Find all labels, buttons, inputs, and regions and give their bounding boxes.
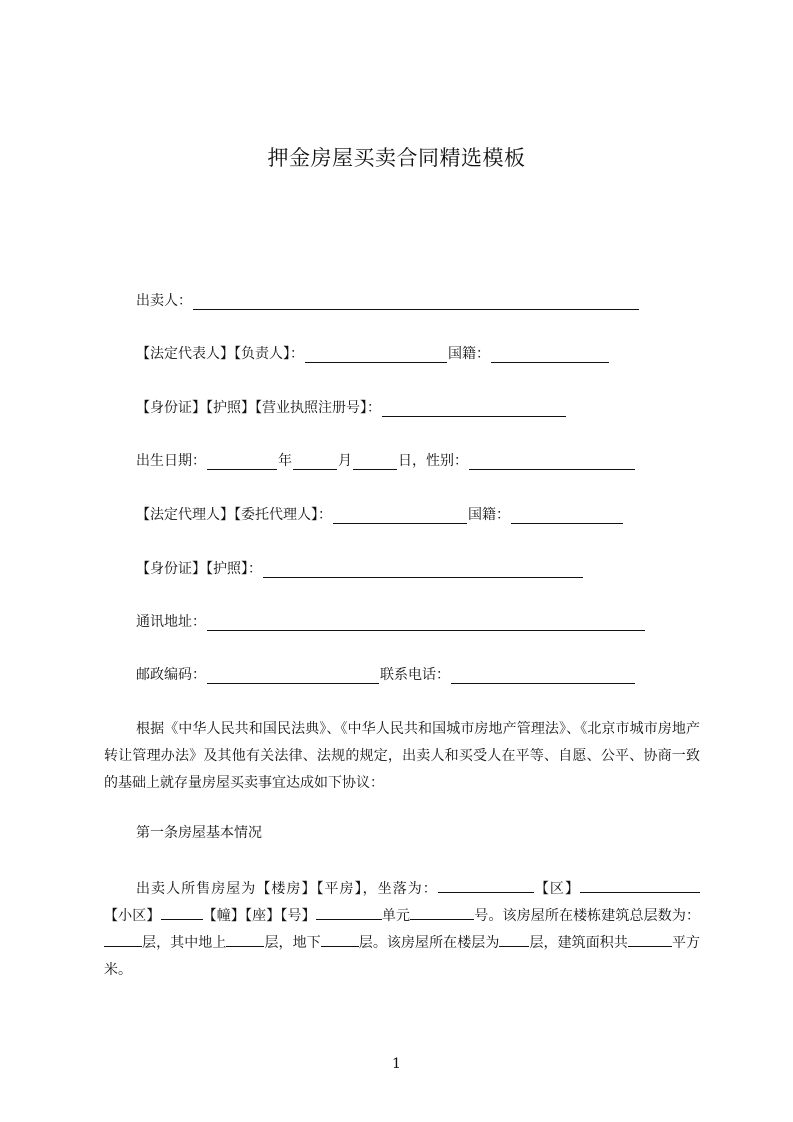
- building-number-blank[interactable]: [316, 905, 382, 920]
- year-label: 年: [278, 453, 292, 469]
- id-doc2-blank[interactable]: [263, 562, 583, 578]
- address-blank[interactable]: [207, 615, 645, 631]
- nationality-label: 国籍：: [448, 346, 490, 362]
- birth-date-label: 出生日期：: [136, 453, 206, 469]
- seller-line: [136, 290, 640, 310]
- article1-text-2: 【区】: [533, 881, 581, 897]
- phone-blank[interactable]: [451, 668, 635, 684]
- nationality2-blank[interactable]: [511, 508, 623, 524]
- id-doc2-label: 【身份证】【护照】：: [136, 561, 262, 577]
- preamble-paragraph: 根据《中华人民共和国民法典》、《中华人民共和国城市房地产管理法》、《北京市城市房地产转让管理办法》及其他有关法律、法规的规定，出卖人和买受人在平等、自愿、公平、协商一致的基础上就存量房屋买卖事宜达成如下协议：: [104, 721, 700, 791]
- page-number: 1: [392, 1056, 401, 1072]
- below-ground-floors-blank[interactable]: [321, 932, 359, 947]
- seller-label: 出卖人：: [136, 293, 192, 309]
- article1-text-10: 层，建筑面积共: [529, 935, 628, 951]
- postcode-blank[interactable]: [207, 668, 379, 684]
- nationality2-label: 国籍：: [468, 507, 510, 523]
- article1-text-7: 层，其中地上: [142, 935, 227, 951]
- article1-text-11: 平方米。: [104, 935, 701, 978]
- birth-line: [136, 450, 636, 470]
- id-doc-label: 【身份证】【护照】【营业执照注册号】：: [136, 400, 381, 416]
- article1-text-5: 单元: [381, 908, 411, 924]
- phone-label: 联系电话：: [380, 667, 450, 683]
- district-blank[interactable]: [580, 878, 700, 893]
- agent-blank[interactable]: [333, 508, 467, 524]
- article1-text-1: 出卖人所售房屋为【楼房】【平房】，坐落为：: [136, 881, 438, 897]
- area-blank[interactable]: [628, 932, 672, 947]
- birth-year-blank[interactable]: [207, 454, 277, 470]
- seller-blank[interactable]: [193, 294, 639, 310]
- article1-text-9: 层。该房屋所在楼层为: [358, 935, 500, 951]
- id-doc-blank[interactable]: [382, 401, 566, 417]
- address-line: [136, 611, 646, 631]
- agent-line: [136, 504, 624, 524]
- floor-located-blank[interactable]: [499, 932, 529, 947]
- article1-text-6: 号。该房屋所在楼栋建筑总层数为：: [474, 908, 701, 924]
- legal-rep-label: 【法定代表人】【负责人】：: [136, 346, 304, 362]
- above-ground-floors-blank[interactable]: [226, 932, 264, 947]
- gender-blank[interactable]: [469, 454, 635, 470]
- total-floors-blank[interactable]: [104, 932, 142, 947]
- unit-blank[interactable]: [410, 905, 474, 920]
- id-doc2-line: [136, 558, 584, 578]
- community-blank[interactable]: [161, 905, 203, 920]
- postcode-label: 邮政编码：: [136, 667, 206, 683]
- article1-text-8: 层，地下: [264, 935, 321, 951]
- legal-rep-blank[interactable]: [305, 347, 447, 363]
- article1-paragraph: [104, 876, 700, 984]
- agent-label: 【法定代理人】【委托代理人】：: [136, 507, 332, 523]
- location-blank[interactable]: [438, 878, 534, 893]
- birth-day-blank[interactable]: [353, 454, 397, 470]
- article1-title: 第一条房屋基本情况: [136, 825, 262, 841]
- article1-text-4: 【幢】【座】【号】: [202, 908, 316, 924]
- id-doc-line: [136, 397, 567, 417]
- article1-text-3: 【小区】: [104, 908, 161, 924]
- legal-rep-line: [136, 343, 610, 363]
- day-gender-label: 日，性别：: [398, 453, 468, 469]
- nationality-blank[interactable]: [491, 347, 609, 363]
- birth-month-blank[interactable]: [293, 454, 337, 470]
- postcode-line: [136, 664, 636, 684]
- document-title: 押金房屋买卖合同精选模板: [267, 146, 526, 170]
- month-label: 月: [338, 453, 352, 469]
- address-label: 通讯地址：: [136, 614, 206, 630]
